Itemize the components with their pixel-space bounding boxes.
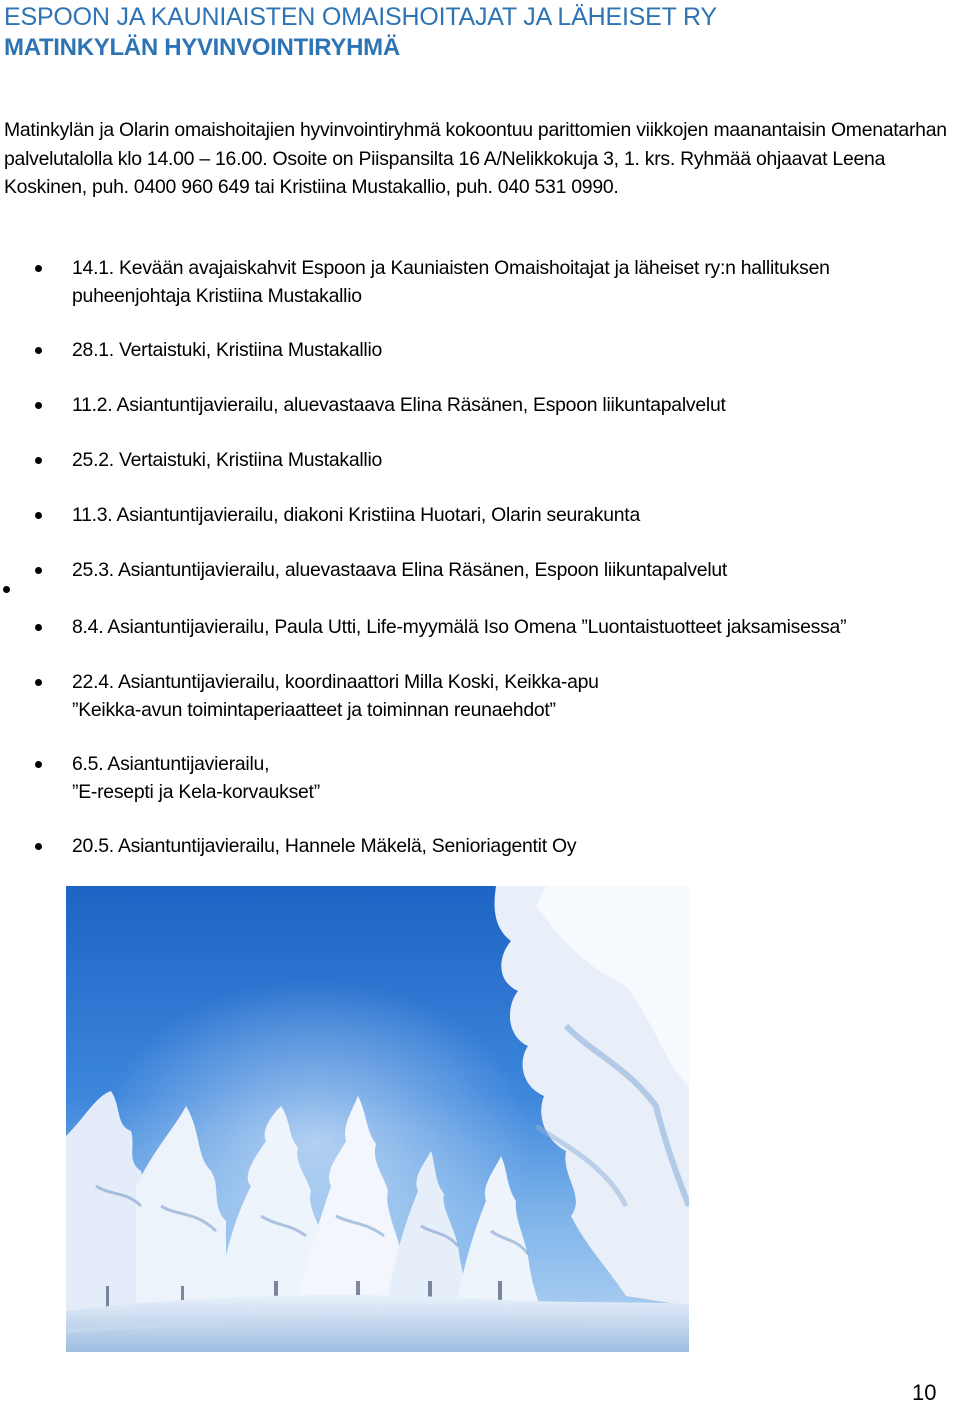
event-text: ”Keikka-avun toimintaperiaatteet ja toiminnan reunaehdot”: [72, 699, 556, 721]
bullet-icon: [35, 347, 42, 354]
bullet-icon: [35, 624, 42, 631]
intro-line: Matinkylän ja Olarin omaishoitajien hyvinvointiryhmä kokoontuu parittomien viikkojen maanantaisin Omenatarhan: [4, 119, 947, 141]
intro-line: palvelutalolla klo 14.00 – 16.00. Osoite on Piispansilta 16 A/Nelikkokuja 3, 1. krs. Ryhmää ohjaavat Leena: [4, 147, 886, 170]
event-text: 25.3. Asiantuntijavierailu, aluevastaava Elina Räsänen, Espoon liikuntapalvelut: [72, 559, 728, 581]
bullet-icon: [35, 457, 42, 464]
snowy-forest-photo: [66, 886, 689, 1352]
event-text: 20.5. Asiantuntijavierailu, Hannele Mäkelä, Senioriagentit Oy: [72, 835, 577, 857]
event-item: [72, 254, 932, 310]
bullet-icon: [35, 679, 42, 686]
event-item: [72, 446, 932, 474]
event-item: [72, 336, 932, 364]
event-text: 25.2. Vertaistuki, Kristiina Mustakallio: [72, 449, 383, 471]
event-text: 28.1. Vertaistuki, Kristiina Mustakallio: [72, 339, 383, 361]
event-item: [72, 750, 932, 806]
event-text: ”E-resepti ja Kela-korvaukset”: [72, 781, 320, 803]
event-text: 8.4. Asiantuntijavierailu, Paula Utti, Life-myymälä Iso Omena ”Luontaistuotteet jaksamisessa”: [72, 616, 847, 638]
group-title: MATINKYLÄN HYVINVOINTIRYHMÄ: [4, 34, 400, 61]
event-text: puheenjohtaja Kristiina Mustakallio: [72, 285, 362, 307]
intro-line: Koskinen, puh. 0400 960 649 tai Kristiina Mustakallio, puh. 040 531 0990.: [4, 176, 619, 198]
event-item: [72, 556, 932, 584]
page-number: 10: [912, 1380, 937, 1405]
event-item: [72, 501, 932, 529]
event-item: [72, 832, 932, 860]
bullet-icon: [35, 512, 42, 519]
bullet-icon: [35, 265, 42, 272]
event-text: 11.2. Asiantuntijavierailu, aluevastaava Elina Räsänen, Espoon liikuntapalvelut: [72, 394, 726, 416]
event-item: [72, 668, 932, 724]
bullet-icon: [35, 761, 42, 768]
event-item: [72, 613, 932, 641]
organization-title: ESPOON JA KAUNIAISTEN OMAISHOITAJAT JA LÄHEISET RY: [4, 3, 717, 31]
bullet-icon: [35, 402, 42, 409]
event-item: [72, 391, 932, 419]
bullet-icon: [35, 843, 42, 850]
event-text: 11.3. Asiantuntijavierailu, diakoni Kristiina Huotari, Olarin seurakunta: [72, 504, 640, 526]
event-text: 22.4. Asiantuntijavierailu, koordinaattori Milla Koski, Keikka-apu: [72, 671, 599, 693]
event-text: 14.1. Kevään avajaiskahvit Espoon ja Kauniaisten Omaishoitajat ja läheiset ry:n hallituksen: [72, 257, 830, 279]
bullet-icon: [35, 567, 42, 574]
event-text: 6.5. Asiantuntijavierailu,: [72, 753, 270, 775]
